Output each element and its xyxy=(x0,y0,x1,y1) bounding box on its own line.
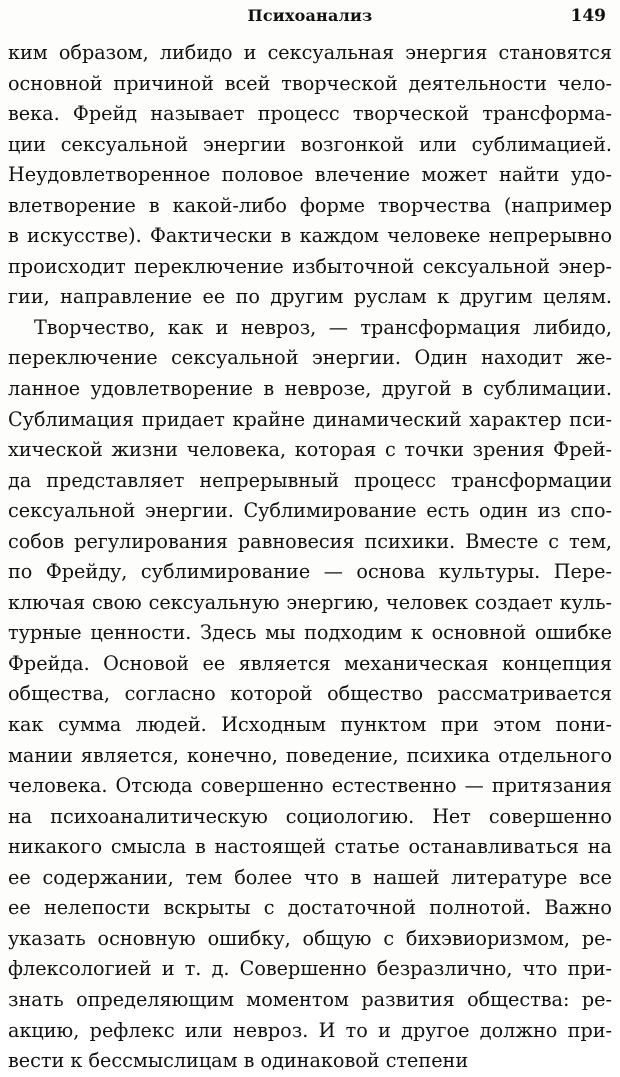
text-line: основной причиной всей творческой деятельности чело- xyxy=(8,71,612,95)
page-header xyxy=(0,4,620,32)
text-line: вести к бессмыслицам в одинаковой степени xyxy=(8,1049,469,1073)
text-line: мании является, конечно, поведение, психика отдельного xyxy=(8,743,612,767)
text-line: по Фрейду, сублимирование — основа культуры. Пере- xyxy=(8,560,612,584)
text-line: как сумма людей. Исходным пунктом при этом пони- xyxy=(8,713,612,737)
text-line: турные ценности. Здесь мы подходим к основной ошибке xyxy=(8,621,612,645)
text-line: указать основную ошибку, общую с бихэвиоризмом, ре- xyxy=(8,926,612,950)
body-text xyxy=(8,38,612,1077)
text-line: ключая свою сексуальную энергию, человек создает куль- xyxy=(8,590,612,614)
text-line: акцию, рефлекс или невроз. И то и другое должно при- xyxy=(8,1018,612,1042)
text-line: Сублимация придает крайне динамический характер пси- xyxy=(8,407,612,431)
text-line: сексуальной энергии. Сублимирование есть один из спо- xyxy=(8,499,612,523)
text-line: знать определяющим моментом развития общества: ре- xyxy=(8,987,612,1011)
text-line: никакого смысла в настоящей статье останавливаться на xyxy=(8,835,612,859)
text-line: в искусстве). Фактически в каждом человеке непрерывно xyxy=(8,224,612,248)
text-line: человека. Отсюда совершенно естественно — притязания xyxy=(8,774,612,798)
paragraph-first-line: Творчество, как и невроз, — трансформация либидо, xyxy=(34,315,612,339)
text-line: века. Фрейд называет процесс творческой трансформа- xyxy=(8,102,612,126)
text-line: ланное удовлетворение в неврозе, другой в сублимации. xyxy=(8,377,612,401)
text-line: флексологией и т. д. Совершенно безразлично, что при- xyxy=(8,957,612,981)
text-line: ции сексуальной энергии возгонкой или сублимацией. xyxy=(8,132,612,156)
text-line: Неудовлетворенное половое влечение может найти удо- xyxy=(8,163,612,187)
text-line: собов регулирования равновесия психики. Вместе с тем, xyxy=(8,529,612,553)
text-line: хической жизни человека, которая с точки зрения Фрей- xyxy=(8,438,612,462)
text-line: переключение сексуальной энергии. Один находит же- xyxy=(8,346,612,370)
text-line: на психоаналитическую социологию. Нет совершенно xyxy=(8,804,612,828)
text-line: ким образом, либидо и сексуальная энергия становятся xyxy=(8,41,612,64)
text-line: влетворение в какой-либо форме творчества (например xyxy=(8,193,612,217)
text-line: ее содержании, тем более что в нашей литературе все xyxy=(8,865,612,889)
running-title: Психоанализ xyxy=(247,6,373,25)
text-line: происходит переключение избыточной сексуальной энер- xyxy=(8,254,612,278)
text-line: да представляет непрерывный процесс трансформации xyxy=(8,468,612,492)
page-number: 149 xyxy=(570,6,606,26)
text-line: ее нелепости вскрыты с достаточной полнотой. Важно xyxy=(8,896,612,920)
text-line: Фрейда. Основой ее является механическая концепция xyxy=(8,651,612,675)
text-line: общества, согласно которой общество рассматривается xyxy=(8,682,612,706)
text-line: гии, направление ее по другим руслам к другим целям. xyxy=(8,285,612,309)
